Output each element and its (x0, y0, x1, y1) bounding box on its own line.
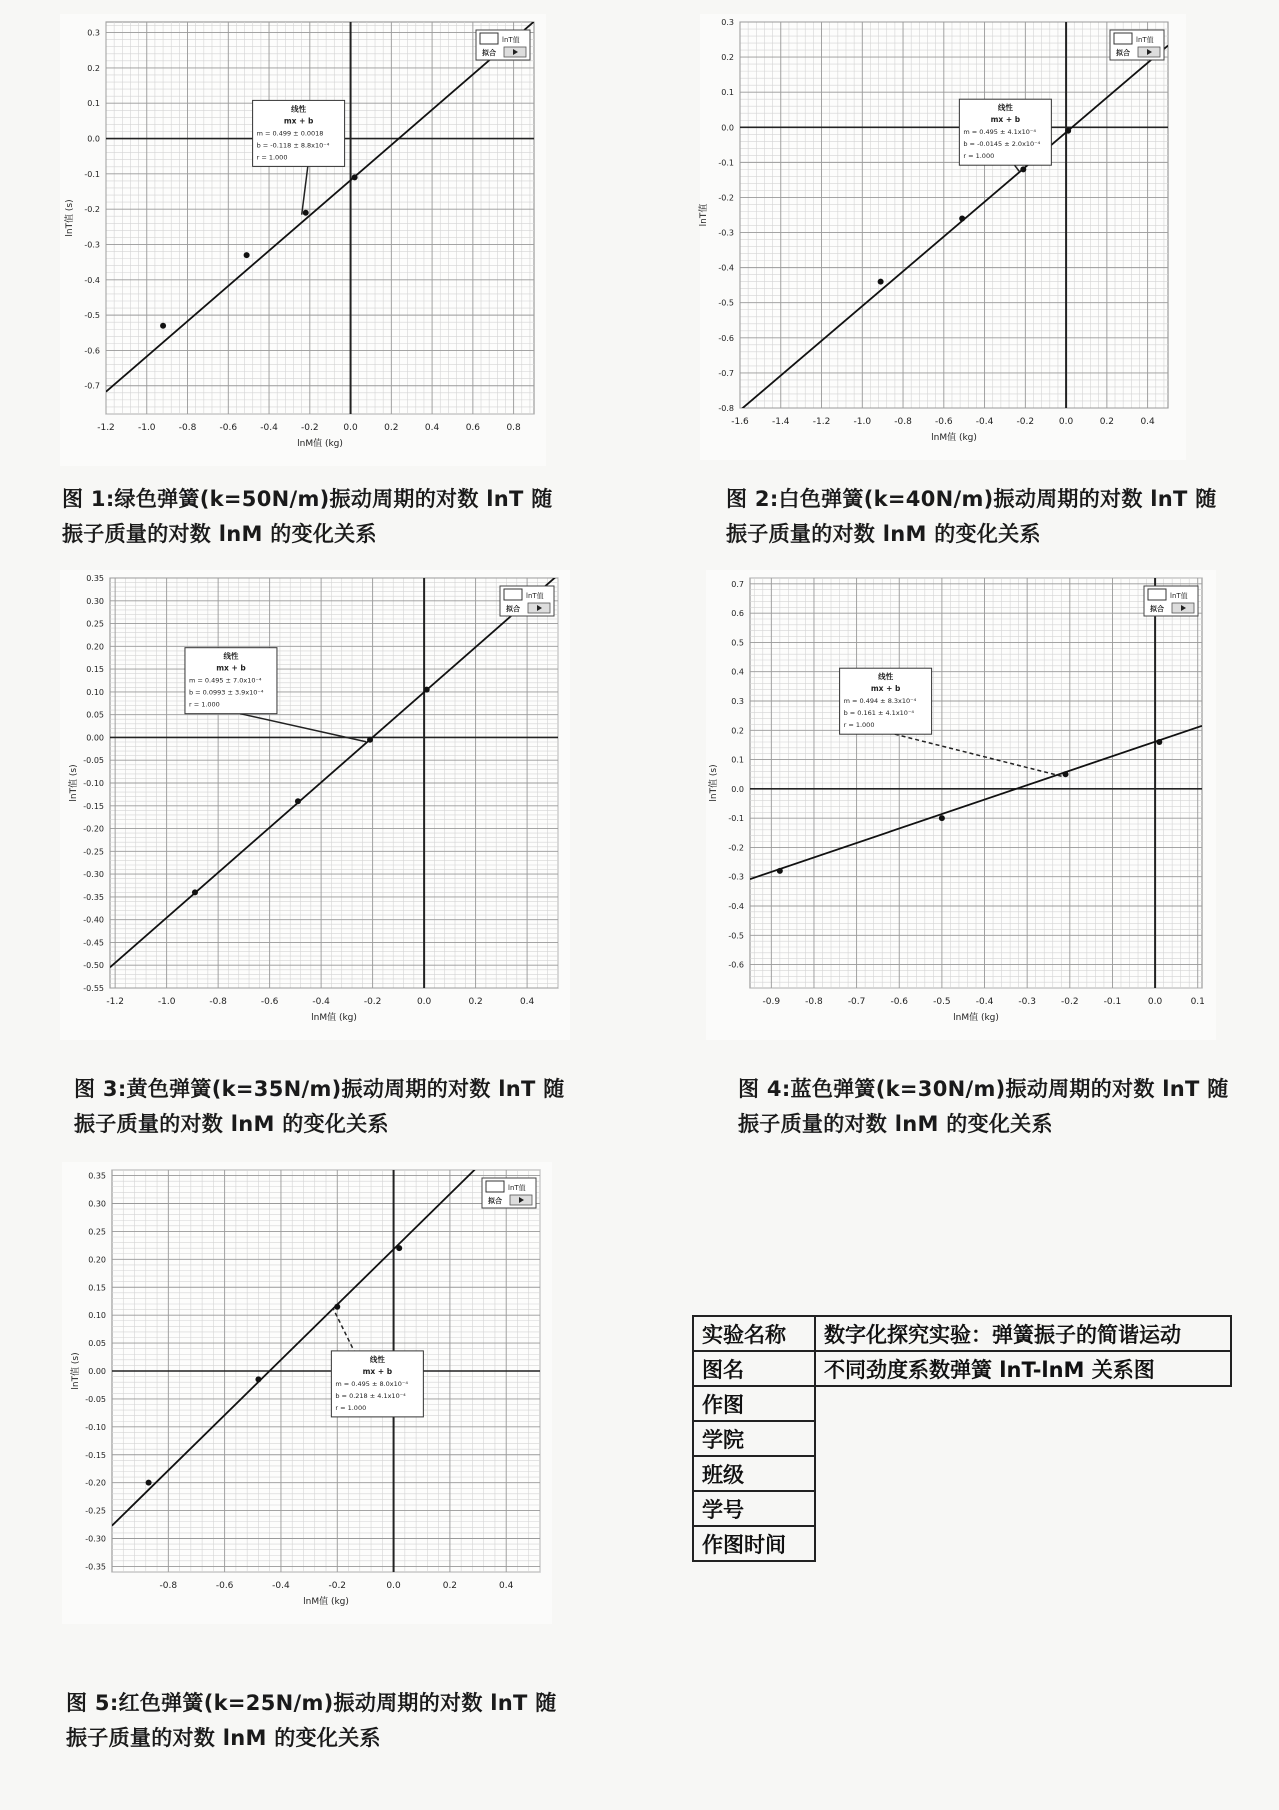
x-tick-label: 0.1 (1190, 997, 1205, 1007)
x-tick-label: -0.5 (933, 997, 951, 1007)
data-point (255, 1376, 261, 1382)
fit-box-m: m = 0.499 ± 0.0018 (256, 129, 324, 138)
y-tick-label: 0.25 (86, 619, 104, 629)
fit-box-r: r = 1.000 (335, 1403, 367, 1412)
legend-series-name: lnT值 (1170, 592, 1188, 600)
x-tick-label: -1.0 (853, 417, 872, 427)
y-tick-label: -0.55 (83, 984, 104, 993)
y-tick-label: 0.05 (88, 1339, 106, 1349)
fit-box-title: 线性 (369, 1354, 385, 1364)
x-tick-label: 0.0 (386, 1581, 401, 1591)
x-tick-label: -0.4 (260, 423, 278, 433)
fit-box-formula: mx + b (283, 116, 314, 126)
x-tick-label: -0.9 (762, 997, 781, 1007)
legend (1144, 586, 1198, 616)
x-tick-label: -1.2 (812, 417, 831, 427)
legend-series-name: lnT值 (502, 36, 520, 44)
caption-line-1: 图 5:红色弹簧(k=25N/m)振动周期的对数 lnT 随 (66, 1691, 557, 1715)
fit-box-m: m = 0.495 ± 7.0x10⁻⁴ (188, 676, 262, 685)
x-tick-label: -0.6 (935, 417, 953, 427)
info-key: 班级 (693, 1456, 815, 1491)
data-point (334, 1304, 340, 1310)
chart-svg (60, 570, 570, 1040)
data-point (1063, 771, 1069, 777)
data-point (352, 174, 358, 180)
y-tick-label: 0.00 (88, 1367, 106, 1376)
data-point (1020, 166, 1026, 172)
x-tick-label: -0.8 (805, 997, 823, 1007)
y-axis-label: lnT值 (s) (69, 764, 79, 802)
fit-box-formula: mx + b (216, 663, 246, 673)
data-point (959, 216, 965, 222)
y-tick-label: 0.0 (721, 123, 734, 133)
info-key: 学院 (693, 1421, 815, 1456)
chart-5 (62, 1162, 552, 1624)
legend (500, 586, 554, 616)
caption-line-2: 振子质量的对数 lnM 的变化关系 (62, 522, 377, 546)
y-tick-label: -0.20 (85, 1478, 106, 1488)
fit-box-title: 线性 (291, 104, 307, 114)
data-point (1065, 128, 1071, 134)
y-tick-label: -0.10 (85, 1422, 106, 1432)
y-tick-label: 0.3 (721, 18, 734, 27)
fit-info-box (840, 668, 932, 734)
y-tick-label: -0.4 (84, 275, 100, 285)
y-tick-label: 0.30 (88, 1199, 106, 1209)
y-tick-label: -0.1 (718, 158, 734, 168)
y-tick-label: -0.8 (718, 404, 734, 413)
x-tick-label: -1.0 (137, 423, 156, 433)
y-tick-label: -0.3 (718, 228, 734, 238)
y-tick-label: 0.7 (731, 579, 744, 589)
x-tick-label: 0.2 (384, 423, 399, 433)
info-row (693, 1491, 1231, 1526)
x-tick-label: -0.2 (328, 1581, 347, 1591)
y-tick-label: 0.0 (87, 134, 100, 144)
x-tick-label: -0.6 (219, 423, 238, 433)
y-tick-label: 0.2 (721, 53, 734, 63)
fit-box-formula: mx + b (990, 115, 1021, 125)
y-tick-label: -0.05 (85, 1394, 106, 1404)
y-tick-label: 0.00 (86, 733, 104, 743)
info-row (693, 1386, 1231, 1421)
x-axis-label: lnM值 (kg) (297, 439, 343, 449)
data-point (424, 687, 430, 693)
legend-swatch (1148, 589, 1166, 600)
caption-line-1: 图 2:白色弹簧(k=40N/m)振动周期的对数 lnT 随 (726, 487, 1217, 511)
y-tick-label: -0.5 (718, 298, 734, 308)
y-tick-label: -0.40 (83, 915, 104, 925)
info-value[interactable] (815, 1421, 1231, 1456)
x-tick-label: -0.6 (260, 997, 279, 1007)
info-row (693, 1421, 1231, 1456)
data-point (367, 737, 373, 743)
y-tick-label: -0.5 (84, 311, 100, 321)
legend-swatch (486, 1181, 504, 1192)
caption-4 (738, 1072, 1229, 1142)
y-tick-label: -0.35 (83, 892, 104, 902)
fit-box-formula: mx + b (362, 1366, 393, 1376)
info-value[interactable] (815, 1526, 1231, 1561)
chart-4 (706, 570, 1216, 1040)
y-tick-label: -0.2 (84, 205, 100, 215)
info-value[interactable]: 不同劲度系数弹簧 lnT-lnM 关系图 (815, 1351, 1231, 1386)
x-tick-label: 0.4 (519, 997, 535, 1007)
y-tick-label: 0.2 (731, 726, 744, 736)
y-tick-label: 0.1 (87, 99, 100, 109)
x-tick-label: -1.2 (106, 997, 124, 1007)
fit-box-title: 线性 (997, 103, 1013, 113)
x-tick-label: -0.8 (159, 1581, 178, 1591)
x-tick-label: -0.6 (215, 1581, 234, 1591)
y-tick-label: -0.25 (85, 1506, 106, 1516)
y-tick-label: 0.20 (88, 1255, 106, 1265)
y-tick-label: -0.4 (718, 263, 734, 273)
y-tick-label: 0.5 (731, 638, 744, 648)
y-tick-label: -0.10 (83, 779, 104, 788)
x-tick-label: -0.8 (178, 423, 197, 433)
x-tick-label: -0.7 (847, 997, 866, 1007)
legend-swatch (504, 589, 522, 600)
caption-line-2: 振子质量的对数 lnM 的变化关系 (66, 1726, 381, 1750)
y-tick-label: -0.1 (84, 169, 100, 179)
fit-box-r: r = 1.000 (256, 153, 288, 162)
y-tick-label: -0.25 (83, 847, 104, 857)
fit-info-box (331, 1351, 423, 1417)
y-tick-label: 0.20 (86, 642, 104, 652)
y-tick-label: 0.10 (88, 1311, 106, 1321)
legend-series-name: lnT值 (508, 1184, 526, 1192)
x-axis-label: lnM值 (kg) (303, 1597, 349, 1607)
info-row (693, 1316, 1231, 1351)
info-row (693, 1526, 1231, 1561)
chart-1 (60, 14, 546, 466)
caption-2 (726, 482, 1217, 552)
x-tick-label: 0.2 (1099, 417, 1115, 427)
x-tick-label: -1.2 (97, 423, 115, 433)
data-point (146, 1480, 152, 1486)
legend-fit-label: 拟合 (506, 605, 520, 613)
info-key: 学号 (693, 1491, 815, 1526)
fit-box-b: b = 0.218 ± 4.1x10⁻⁴ (335, 1391, 406, 1400)
fit-info-box (253, 100, 345, 166)
chart-svg (706, 570, 1216, 1040)
info-value[interactable] (815, 1386, 1231, 1421)
y-tick-label: 0.3 (87, 28, 100, 38)
y-tick-label: -0.3 (728, 872, 744, 882)
info-key: 作图 (693, 1386, 815, 1421)
y-tick-label: 0.1 (721, 88, 734, 98)
fit-box-title: 线性 (878, 672, 894, 682)
x-tick-label: 0.4 (499, 1581, 514, 1591)
legend-series-name: lnT值 (526, 592, 544, 600)
y-tick-label: -0.5 (728, 931, 744, 941)
legend (1110, 30, 1164, 60)
y-tick-label: -0.2 (718, 193, 734, 203)
x-tick-label: 0.8 (506, 423, 521, 433)
info-row (693, 1351, 1231, 1386)
x-tick-label: 0.4 (424, 423, 440, 433)
y-tick-label: -0.1 (728, 814, 744, 824)
fit-box-m: m = 0.495 ± 4.1x10⁻⁴ (963, 128, 1036, 137)
x-tick-label: 0.0 (343, 423, 358, 433)
data-point (303, 210, 309, 216)
y-tick-label: -0.30 (85, 1534, 106, 1544)
caption-line-1: 图 1:绿色弹簧(k=50N/m)振动周期的对数 lnT 随 (62, 487, 553, 511)
x-tick-label: -0.2 (1016, 417, 1035, 427)
chart-2 (700, 14, 1186, 460)
y-tick-label: 0.3 (731, 697, 744, 706)
y-tick-label: 0.15 (88, 1283, 106, 1293)
legend-fit-label: 拟合 (488, 1197, 502, 1205)
info-key: 作图时间 (693, 1526, 815, 1561)
y-tick-label: -0.15 (83, 801, 104, 811)
legend-fit-label: 拟合 (482, 49, 496, 57)
y-tick-label: 0.30 (86, 596, 104, 606)
fit-box-r: r = 1.000 (843, 721, 875, 730)
x-tick-label: 0.4 (1140, 417, 1155, 427)
fit-box-r: r = 1.000 (188, 700, 220, 709)
y-tick-label: -0.05 (83, 756, 104, 766)
y-tick-label: 0.15 (86, 665, 104, 675)
info-value[interactable] (815, 1456, 1231, 1491)
legend-swatch (1114, 33, 1132, 44)
fit-box-r: r = 1.000 (963, 152, 995, 161)
x-tick-label: -0.2 (363, 997, 382, 1007)
x-tick-label: -0.1 (1103, 997, 1122, 1007)
x-tick-label: -0.3 (1018, 997, 1036, 1007)
data-point (939, 815, 945, 821)
y-tick-label: -0.15 (85, 1450, 106, 1460)
x-tick-label: -0.4 (975, 997, 994, 1007)
data-point (295, 798, 301, 804)
x-axis-label: lnM值 (kg) (953, 1013, 999, 1023)
caption-line-1: 图 4:蓝色弹簧(k=30N/m)振动周期的对数 lnT 随 (738, 1077, 1229, 1101)
caption-5 (66, 1686, 557, 1756)
data-point (1156, 739, 1162, 745)
info-key: 图名 (693, 1351, 815, 1386)
data-point (160, 323, 166, 329)
info-key: 实验名称 (693, 1316, 815, 1351)
x-tick-label: -0.4 (272, 1581, 290, 1591)
fit-box-b: b = 0.161 ± 4.1x10⁻⁴ (843, 709, 914, 718)
y-tick-label: -0.3 (84, 240, 100, 250)
y-tick-label: -0.30 (83, 870, 104, 880)
plot-area (106, 22, 534, 414)
x-tick-label: -1.6 (731, 417, 749, 427)
data-point (878, 279, 884, 285)
legend (476, 30, 530, 60)
x-tick-label: 0.6 (465, 423, 481, 433)
y-tick-label: -0.7 (84, 381, 100, 391)
y-tick-label: 0.2 (87, 63, 100, 73)
experiment-info-table (692, 1315, 1232, 1562)
data-point (192, 889, 198, 895)
y-tick-label: 0.05 (86, 710, 104, 720)
y-axis-label: lnT值 (s) (709, 764, 719, 802)
chart-svg (62, 1162, 552, 1624)
x-axis-label: lnM值 (kg) (311, 1013, 357, 1023)
y-tick-label: -0.50 (83, 961, 104, 971)
x-tick-label: -0.6 (890, 997, 909, 1007)
info-value[interactable] (815, 1491, 1231, 1526)
fit-box-title: 线性 (223, 651, 239, 661)
y-tick-label: -0.6 (718, 333, 734, 343)
y-tick-label: -0.4 (728, 902, 744, 911)
caption-line-1: 图 3:黄色弹簧(k=35N/m)振动周期的对数 lnT 随 (74, 1077, 565, 1101)
y-tick-label: 0.10 (86, 687, 104, 697)
y-axis-label: lnT值 (699, 203, 709, 227)
legend-series-name: lnT值 (1136, 36, 1154, 44)
y-tick-label: -0.2 (728, 843, 744, 853)
legend (482, 1178, 536, 1208)
y-tick-label: -0.45 (83, 938, 104, 948)
y-tick-label: -0.6 (84, 346, 100, 356)
fit-info-box (185, 648, 277, 714)
x-tick-label: 0.0 (416, 997, 432, 1007)
fit-box-m: m = 0.494 ± 8.3x10⁻⁴ (843, 697, 917, 706)
x-tick-label: -0.8 (209, 997, 227, 1007)
fit-box-formula: mx + b (870, 684, 901, 694)
y-tick-label: -0.20 (83, 824, 104, 834)
x-tick-label: -0.8 (894, 417, 912, 427)
fit-box-b: b = 0.0993 ± 3.9x10⁻⁴ (188, 688, 264, 697)
info-value[interactable]: 数字化探究实验：弹簧振子的简谐运动 (815, 1316, 1231, 1351)
caption-line-2: 振子质量的对数 lnM 的变化关系 (738, 1112, 1053, 1136)
y-tick-label: 0.4 (731, 667, 744, 677)
x-tick-label: 0.2 (442, 1581, 458, 1591)
x-axis-label: lnM值 (kg) (931, 433, 977, 443)
plot-area (740, 22, 1168, 408)
x-tick-label: -0.2 (1061, 997, 1079, 1007)
chart-3 (60, 570, 570, 1040)
info-row (693, 1456, 1231, 1491)
fit-box-b: b = -0.118 ± 8.8x10⁻⁴ (256, 141, 330, 150)
y-axis-label: lnT值 (s) (65, 199, 75, 237)
fit-info-box (959, 99, 1051, 165)
y-tick-label: -0.6 (728, 960, 744, 970)
data-point (777, 868, 783, 874)
y-tick-label: 0.35 (88, 1171, 106, 1181)
caption-line-2: 振子质量的对数 lnM 的变化关系 (726, 522, 1041, 546)
x-tick-label: -1.0 (157, 997, 176, 1007)
legend-fit-label: 拟合 (1116, 49, 1130, 57)
x-tick-label: 0.0 (1147, 997, 1163, 1007)
legend-swatch (480, 33, 498, 44)
data-point (244, 252, 250, 258)
x-tick-label: 0.2 (468, 997, 483, 1007)
fit-box-m: m = 0.495 ± 8.0x10⁻⁴ (335, 1379, 408, 1388)
x-tick-label: -1.4 (771, 417, 790, 427)
y-tick-label: -0.35 (85, 1562, 106, 1572)
caption-line-2: 振子质量的对数 lnM 的变化关系 (74, 1112, 389, 1136)
fit-box-b: b = -0.0145 ± 2.0x10⁻⁴ (963, 140, 1041, 149)
y-tick-label: 0.6 (731, 609, 744, 619)
chart-svg (700, 14, 1186, 460)
caption-1 (62, 482, 553, 552)
y-axis-label: lnT值 (s) (71, 1352, 81, 1390)
caption-3 (74, 1072, 565, 1142)
x-tick-label: -0.4 (975, 417, 994, 427)
chart-svg (60, 14, 546, 466)
x-tick-label: -0.4 (312, 997, 330, 1007)
y-tick-label: 0.35 (86, 574, 104, 583)
y-tick-label: 0.0 (731, 784, 744, 794)
legend-fit-label: 拟合 (1150, 605, 1164, 613)
y-tick-label: 0.25 (88, 1227, 106, 1237)
y-tick-label: 0.1 (731, 755, 744, 765)
y-tick-label: -0.7 (718, 368, 734, 378)
x-tick-label: 0.0 (1058, 417, 1074, 427)
data-point (396, 1245, 402, 1251)
x-tick-label: -0.2 (301, 423, 319, 433)
